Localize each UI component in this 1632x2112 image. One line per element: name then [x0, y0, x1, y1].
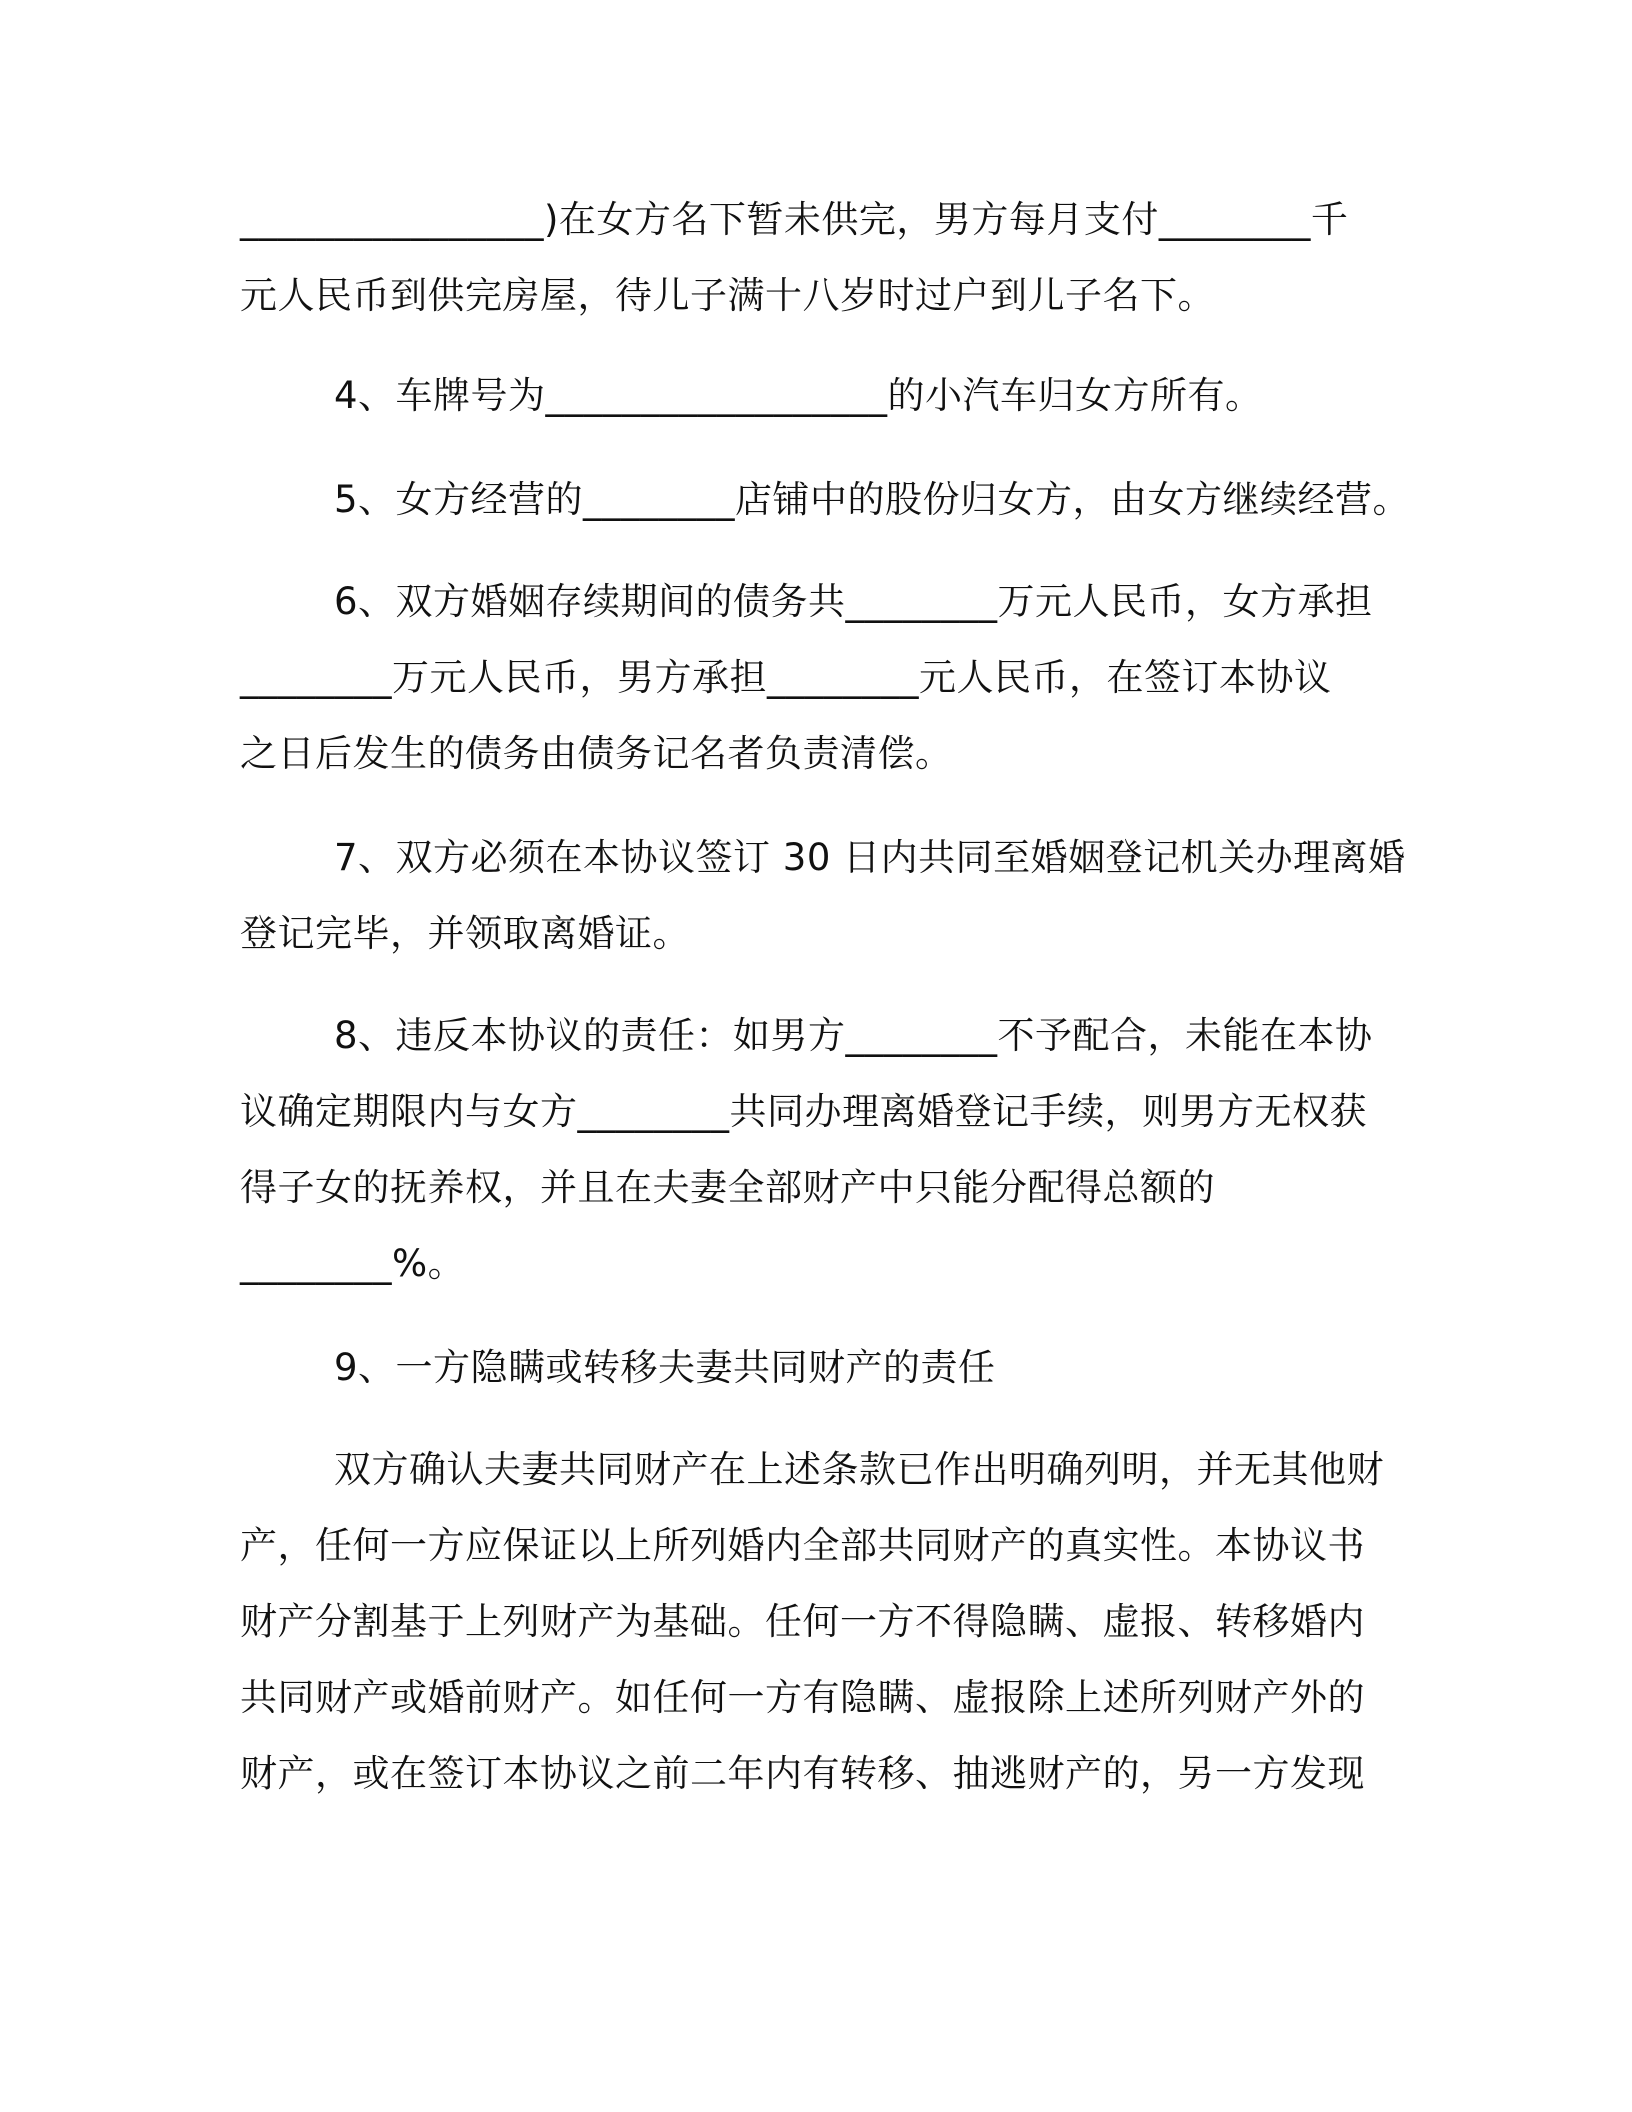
text-line: 元人民币到供完房屋，待儿子满十八岁时过户到儿子名下。 — [240, 274, 1215, 317]
text-line: 登记完毕，并领取离婚证。 — [240, 912, 690, 955]
text-line: 共同财产或婚前财产。如任何一方有隐瞒、虚报除上述所列财产外的 — [240, 1676, 1365, 1719]
text-line: ________________)在女方名下暂未供完，男方每月支付________千 — [240, 198, 1349, 241]
clause-6: 6、双方婚姻存续期间的债务共________万元人民币，女方承担 — [334, 580, 1373, 623]
clause-4: 4、车牌号为__________________的小汽车归女方所有。 — [334, 374, 1263, 417]
text-line: 产，任何一方应保证以上所列婚内全部共同财产的真实性。本协议书 — [240, 1524, 1365, 1567]
clause-8: 8、违反本协议的责任：如男方________不予配合，未能在本协 — [334, 1014, 1373, 1057]
text-line: 之日后发生的债务由债务记名者负责清偿。 — [240, 732, 953, 775]
text-line: 得子女的抚养权，并且在夫妻全部财产中只能分配得总额的 — [240, 1166, 1215, 1209]
paragraph-line: 双方确认夫妻共同财产在上述条款已作出明确列明，并无其他财 — [334, 1448, 1384, 1491]
text-line: 财产，或在签订本协议之前二年内有转移、抽逃财产的，另一方发现 — [240, 1752, 1365, 1795]
clause-5: 5、女方经营的________店铺中的股份归女方，由女方继续经营。 — [334, 478, 1411, 521]
text-line: 财产分割基于上列财产为基础。任何一方不得隐瞒、虚报、转移婚内 — [240, 1600, 1365, 1643]
clause-7: 7、双方必须在本协议签订 30 日内共同至婚姻登记机关办理离婚 — [334, 836, 1406, 879]
text-line: 议确定期限内与女方________共同办理离婚登记手续，则男方无权获 — [240, 1090, 1367, 1133]
text-line: ________万元人民币，男方承担________元人民币，在签订本协议 — [240, 656, 1332, 699]
text-line: ________%。 — [240, 1242, 466, 1285]
clause-9-heading: 9、一方隐瞒或转移夫妻共同财产的责任 — [334, 1346, 996, 1389]
